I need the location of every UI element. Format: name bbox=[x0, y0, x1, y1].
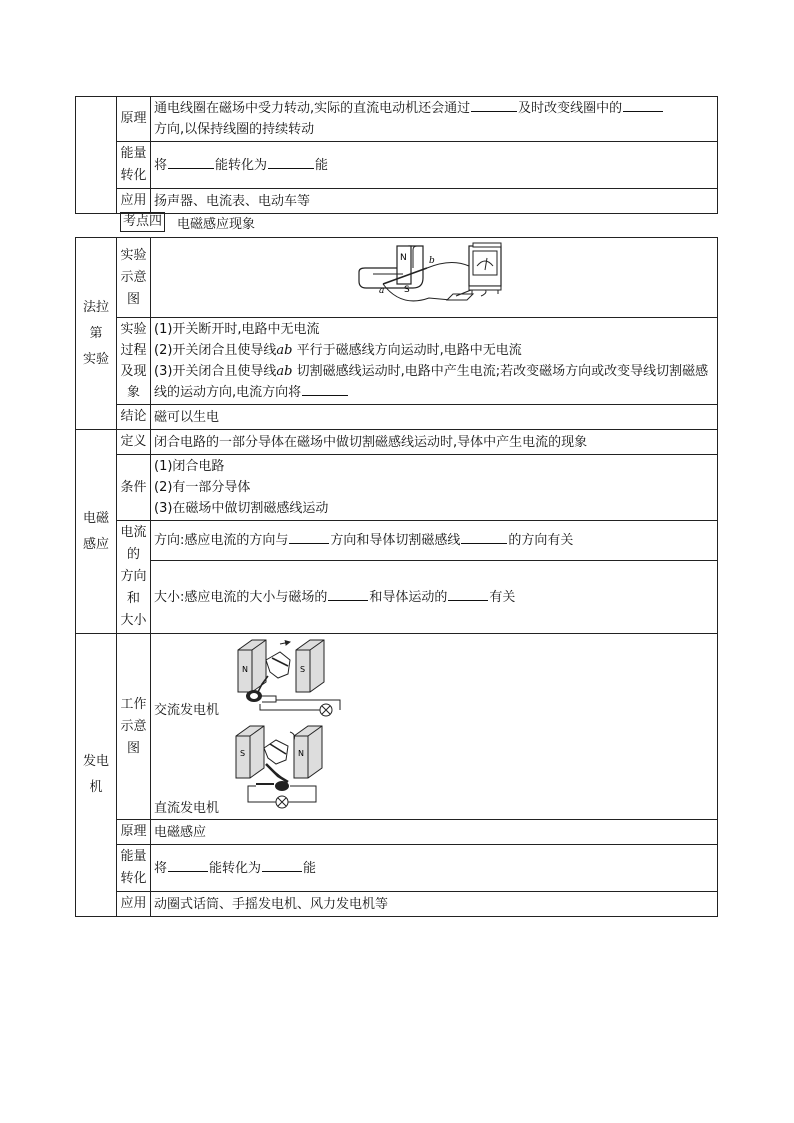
label-line: 示意 bbox=[120, 718, 147, 734]
label-line: 电流 bbox=[120, 525, 147, 540]
principle-text-b: 及时改变线圈中的 bbox=[518, 101, 623, 116]
blank bbox=[289, 530, 329, 544]
condition-item: (1)闭合电路 bbox=[154, 459, 225, 474]
generator-diagram-svg bbox=[232, 636, 342, 818]
ac-n-pole: N bbox=[242, 664, 248, 674]
motor-table bbox=[75, 96, 718, 214]
process-item-2-b: 平行于磁感线方向运动时,电路中无电流 bbox=[296, 343, 522, 358]
principle-text-a: 通电线圈在磁场中受力转动,实际的直流电动机还会通过 bbox=[154, 101, 471, 116]
current-label bbox=[117, 521, 151, 634]
principle-text-c: 方向,以保持线圈的持续转动 bbox=[154, 122, 315, 137]
blank bbox=[471, 98, 517, 112]
dc-n-pole: N bbox=[298, 748, 304, 758]
generator-principle-text: 电磁感应 bbox=[151, 820, 718, 845]
direction-c: 的方向有关 bbox=[508, 533, 574, 549]
direction-a: 方向:感应电流的方向与 bbox=[154, 533, 289, 549]
section-tag: 考点四 bbox=[120, 212, 165, 232]
ac-generator-label: 交流发电机 bbox=[154, 702, 220, 718]
process-item-2-a: (2)开关闭合且使导线 bbox=[154, 343, 277, 358]
size-b: 和导体运动的 bbox=[369, 589, 448, 605]
energy-text bbox=[151, 142, 718, 189]
label-line: 工作 bbox=[120, 696, 147, 712]
induction-category-l1: 电磁 bbox=[82, 510, 109, 526]
size-text bbox=[151, 561, 718, 634]
energy-text-c: 能 bbox=[315, 157, 329, 173]
faraday-process-label bbox=[117, 318, 151, 405]
label-line: 过程 bbox=[120, 343, 147, 358]
generator-diagram-label bbox=[117, 634, 151, 820]
faraday-category-l2: 实验 bbox=[82, 351, 109, 367]
blank bbox=[448, 587, 488, 601]
condition-item: (3)在磁场中做切割磁感线运动 bbox=[154, 501, 329, 516]
process-item-3 bbox=[154, 361, 714, 403]
process-item-2 bbox=[154, 340, 714, 361]
generator-diagrams bbox=[154, 636, 714, 818]
definition-label: 定义 bbox=[117, 430, 151, 455]
galvanometer-icon bbox=[469, 243, 501, 294]
process-item-3-a: (3)开关闭合且使导线 bbox=[154, 364, 277, 379]
n-pole-label: N bbox=[400, 253, 407, 263]
switch-icon bbox=[447, 290, 473, 300]
label-line: 图 bbox=[126, 740, 140, 756]
energy-a: 将 bbox=[154, 860, 168, 876]
application-label: 应用 bbox=[117, 189, 151, 214]
energy-label-l2: 转化 bbox=[120, 168, 147, 183]
faraday-category-l1: 法拉第 bbox=[82, 299, 109, 341]
blank bbox=[302, 382, 348, 396]
energy-b: 能转化为 bbox=[209, 860, 262, 876]
size-c: 有关 bbox=[489, 589, 516, 605]
blank bbox=[328, 587, 368, 601]
blank bbox=[262, 858, 302, 872]
condition-label: 条件 bbox=[117, 455, 151, 521]
conclusion-text: 磁可以生电 bbox=[151, 405, 718, 430]
blank bbox=[168, 858, 208, 872]
process-item-1: (1)开关断开时,电路中无电流 bbox=[154, 322, 320, 337]
induction-category bbox=[76, 430, 117, 634]
direction-b: 方向和导体切割磁感线 bbox=[330, 533, 461, 549]
principle-text bbox=[151, 97, 718, 142]
faraday-diagram-cell bbox=[151, 238, 718, 318]
generator-energy-text bbox=[151, 845, 718, 892]
dc-generator-icon bbox=[236, 726, 322, 808]
label-line: 能量 bbox=[120, 849, 147, 864]
faraday-category bbox=[76, 238, 117, 430]
energy-c: 能 bbox=[303, 860, 317, 876]
label-line: 图 bbox=[126, 291, 140, 307]
blank bbox=[461, 530, 507, 544]
direction-text bbox=[151, 521, 718, 561]
label-line: 及现 bbox=[120, 364, 147, 379]
generator-application-label: 应用 bbox=[117, 892, 151, 917]
label-line: 示意 bbox=[120, 269, 147, 285]
label-line: 方向 bbox=[120, 569, 147, 584]
label-line: 实验 bbox=[120, 322, 147, 337]
label-line: 的 bbox=[126, 547, 140, 562]
label-line: 转化 bbox=[120, 871, 147, 886]
label-line: 和 bbox=[126, 591, 140, 606]
definition-text: 闭合电路的一部分导体在磁场中做切割磁感线运动时,导体中产生电流的现象 bbox=[151, 430, 718, 455]
generator-diagram-cell bbox=[151, 634, 718, 820]
ac-generator-icon bbox=[238, 640, 340, 716]
dc-generator-label: 直流发电机 bbox=[154, 800, 220, 816]
motor-category-cell bbox=[76, 97, 117, 214]
condition-item: (2)有一部分导体 bbox=[154, 480, 251, 495]
faraday-experiment-diagram bbox=[151, 238, 751, 310]
label-line: 大小 bbox=[120, 613, 147, 628]
var-ab: ab bbox=[276, 364, 293, 379]
generator-principle-label: 原理 bbox=[117, 820, 151, 845]
section-header bbox=[120, 211, 255, 233]
section-title: 电磁感应现象 bbox=[177, 216, 256, 232]
generator-energy-label bbox=[117, 845, 151, 892]
process-item-3-b: 切割磁感线运动时,电路中产生电流;若改变磁场方向或改变导线切割磁感线的运动方向,电流方向将 bbox=[154, 364, 709, 400]
a-label: a bbox=[379, 286, 385, 296]
b-label: b bbox=[429, 256, 435, 266]
energy-text-a: 将 bbox=[154, 157, 168, 173]
induction-table bbox=[75, 237, 718, 917]
dc-s-pole: S bbox=[240, 748, 246, 758]
application-text: 扬声器、电流表、电动车等 bbox=[151, 189, 718, 214]
principle-label: 原理 bbox=[117, 97, 151, 142]
ac-s-pole: S bbox=[300, 664, 306, 674]
generator-application-text: 动圈式话筒、手摇发电机、风力发电机等 bbox=[151, 892, 718, 917]
energy-text-b: 能转化为 bbox=[215, 157, 268, 173]
blank bbox=[623, 98, 663, 112]
label-line: 象 bbox=[126, 385, 140, 400]
energy-label-l1: 能量 bbox=[120, 146, 147, 161]
faraday-diagram-label bbox=[117, 238, 151, 318]
energy-label bbox=[117, 142, 151, 189]
conclusion-label: 结论 bbox=[117, 405, 151, 430]
faraday-process-text bbox=[151, 318, 718, 405]
s-pole-label: S bbox=[404, 285, 410, 295]
blank bbox=[268, 155, 314, 169]
var-ab: ab bbox=[276, 343, 293, 358]
induction-category-l2: 感应 bbox=[82, 536, 109, 552]
blank bbox=[168, 155, 214, 169]
condition-list bbox=[151, 455, 718, 521]
generator-category: 发电机 bbox=[76, 634, 117, 917]
label-line: 实验 bbox=[120, 247, 147, 263]
size-a: 大小:感应电流的大小与磁场的 bbox=[154, 589, 328, 605]
